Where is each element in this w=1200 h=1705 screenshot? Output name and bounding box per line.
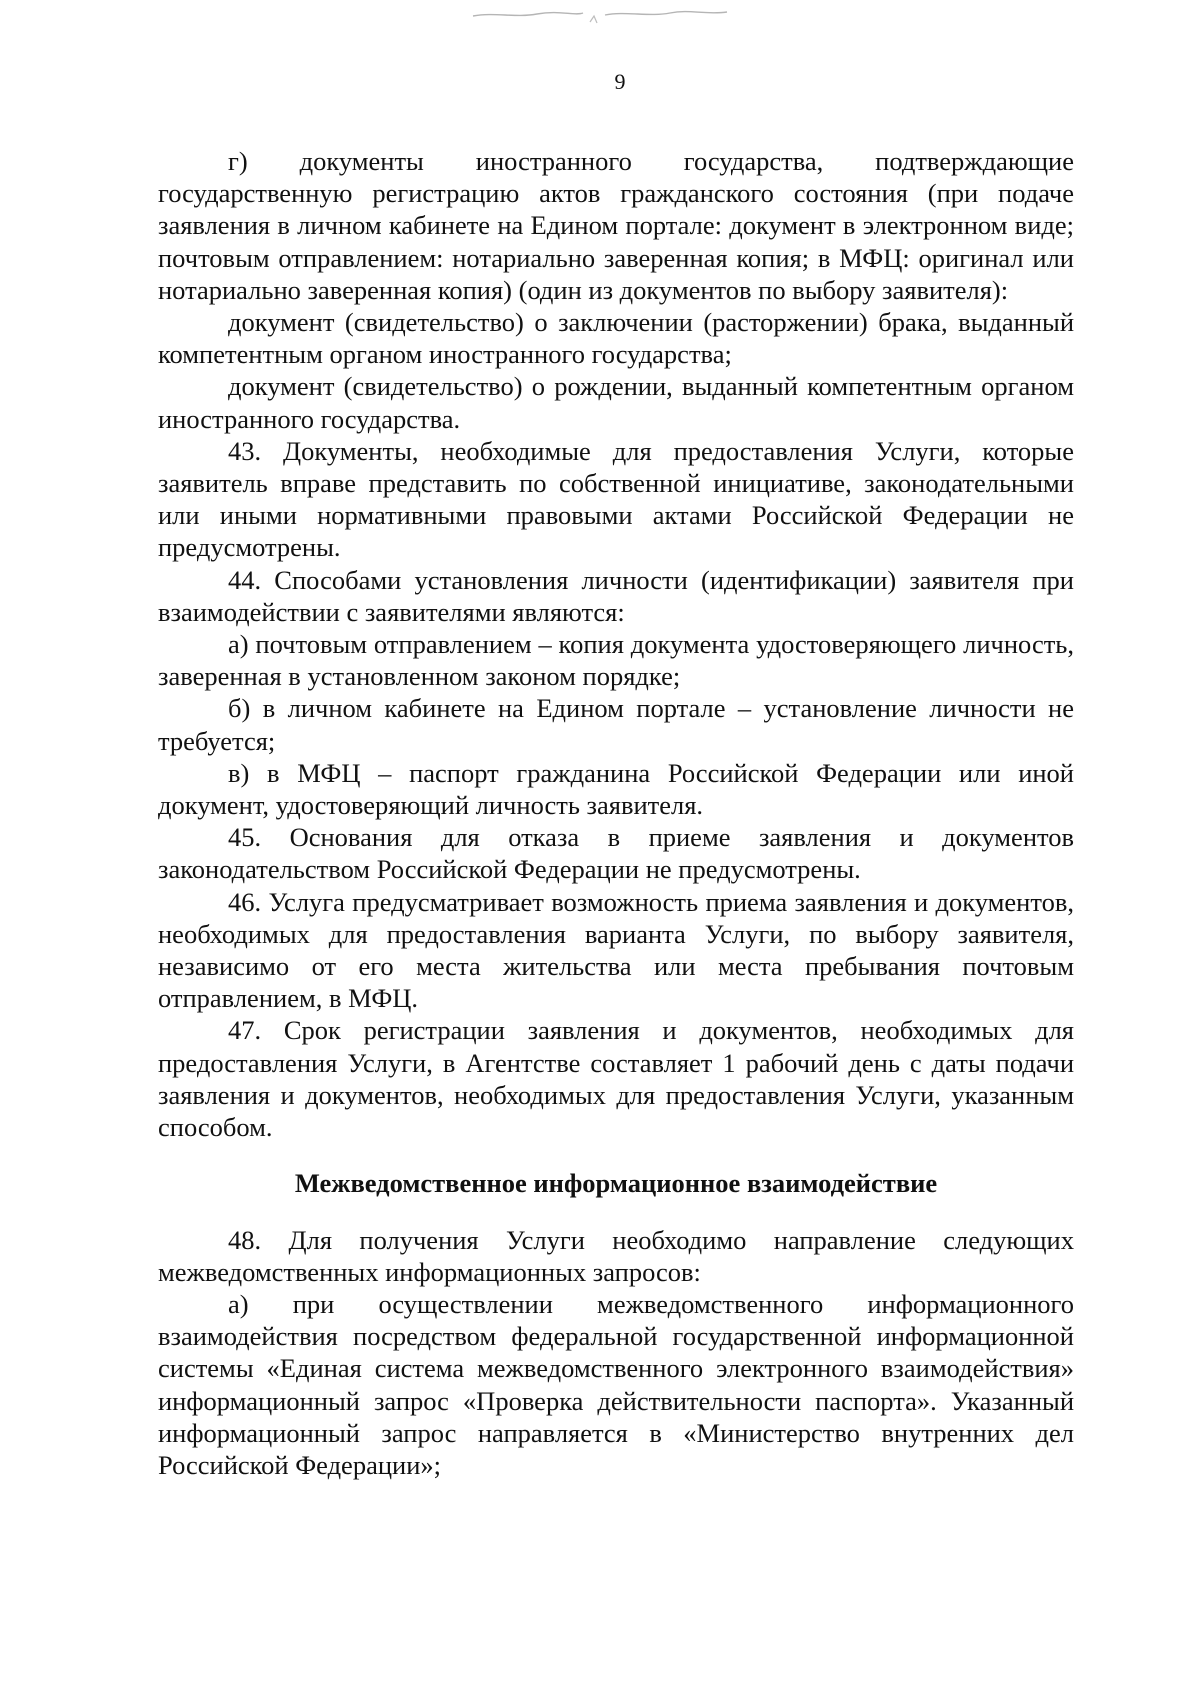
body-paragraph: а) почтовым отправлением – копия документа удостоверяющего личность, заверенная в установленном законом порядке; [158, 629, 1074, 692]
body-paragraph: 45. Основания для отказа в приеме заявления и документов законодательством Российской Федерации не предусмотрены. [158, 822, 1074, 885]
body-paragraph: документ (свидетельство) о заключении (расторжении) брака, выданный компетентным органом иностранного государства; [158, 307, 1074, 370]
body-paragraph: 48. Для получения Услуги необходимо направление следующих межведомственных информационных запросов: [158, 1224, 1074, 1287]
body-paragraph: а) при осуществлении межведомственного информационного взаимодействия посредством федеральной государственной информационной системы «Единая система межведомственного электронного взаимодействия» информационный запрос «Проверка действительности паспорта». Указанный информационный запрос направляется в «Министерство внутренних дел Российской Федерации»; [158, 1288, 1074, 1480]
body-paragraph: в) в МФЦ – паспорт гражданина Российской Федерации или иной документ, удостоверяющий личность заявителя. [158, 757, 1074, 821]
body-paragraph: б) в личном кабинете на Едином портале – установление личности не требуется; [158, 693, 1074, 756]
body-paragraph: г) документы иностранного государства, подтверждающие государственную регистрацию актов гражданского состояния (при подаче заявления в личном кабинете на Едином портале: документ в электронном виде; почтовым отправлением: нотариально заверенная копия; в МФЦ: оригинал или нотариально заверенная копия) (один из документов по выбору заявителя): [158, 146, 1074, 305]
document-body [158, 145, 1074, 1481]
page-number: 9 [614, 69, 626, 94]
body-paragraph: 46. Услуга предусматривает возможность приема заявления и документов, необходимых для предоставления варианта Услуги, по выбору заявителя, независимо от его места жительства или места пребывания почтовым отправлением, в МФЦ. [158, 886, 1074, 1014]
section-heading: Межведомственное информационное взаимодействие [294, 1168, 938, 1199]
body-paragraph: 44. Способами установления личности (идентификации) заявителя при взаимодействии с заявителями являются: [158, 564, 1074, 627]
body-paragraph: 43. Документы, необходимые для предоставления Услуги, которые заявитель вправе представить по собственной инициативе, законодательными или иными нормативными правовыми актами Российской Федерации не предусмотрены. [158, 435, 1074, 563]
body-paragraph: 47. Срок регистрации заявления и документов, необходимых для предоставления Услуги, в Агентстве составляет 1 рабочий день с даты подачи заявления и документов, необходимых для предоставления Услуги, указанным способом. [158, 1015, 1074, 1143]
body-paragraph: документ (свидетельство) о рождении, выданный компетентным органом иностранного государства. [158, 371, 1074, 434]
scan-artifact-mark [465, 2, 735, 32]
